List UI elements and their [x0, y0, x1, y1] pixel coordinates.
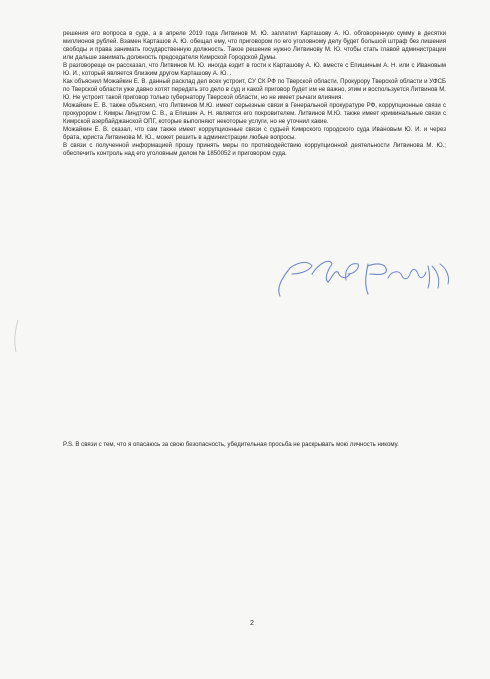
paragraph-1: решения его вопроса в суде, а в апреле 2019 года Литвинов М. Ю. заплатил Карташову А. Ю. обговоренную сумму в десятки миллионов рублей. Взамен Карташов А. Ю. обещал ему, что приговором по его уголовному делу будет большой штраф без лишения свободы и права занимать государственную должность. Такое решение нужно Литвинову М. Ю. чтобы стать главой администрации или дальше занимать должность председателя Кимрской Городской Думы.	[63, 30, 446, 61]
letter-body	[63, 30, 446, 158]
postscript: P.S. В связи с тем, что я опасаюсь за свою безопасность, убедительная просьба не раскрывать мою личность никому.	[63, 441, 399, 448]
paragraph-6: В связи с полученной информацией прошу принять меры по противодействию коррупционной деятельности Литвинова М. Ю.; обеспечить контроль над его уголовным делом № 1850052 и приговором суда.	[63, 142, 446, 157]
paragraph-4: Можайкин Е. В. также объяснил, что Литвинов М.Ю. имеет серьезные связи в Генеральной прокуратуре РФ, коррупционные связи с прокурором г. Кимры Линдтом С. В., а Епишин А. Н. является его покровителем. Литвинов М.Ю. также имеет криминальные связи с Кимрской азербайджанской ОПГ, которые выполняют некоторые услуги, но не уточнил какие.	[63, 102, 446, 125]
handwritten-signature	[268, 244, 458, 298]
margin-pen-mark	[12, 318, 20, 354]
paragraph-3: Как объяснил Можайкин Е. В. данный расклад дел всех устроит, СУ СК РФ по Тверской области, Прокурору Тверской области и УФСБ по Тверской области уже давно хотят передать это дело в суд и какой приговор будет им не важно, этим и воспользуется Литвинов М. Ю. Не устроит такой приговор только губернатору Тверской области, но не имеет рычаги влияния.	[63, 78, 446, 101]
paragraph-5: Можайкин Е. В. сказал, что сам также имеет коррупционные связи с судьей Кимрского городского суда Ивановым Ю. И. и через брата, юриста Литвинова М. Ю., может решить в администрации любые вопросы.	[63, 126, 446, 141]
page-number: 2	[250, 620, 254, 627]
paragraph-2: В разговореще он рассказал, что Литвинов М. Ю. иногда ездит в гости к Карташову А. Ю. вместе с Епишиным А. Н. или с Ивановым Ю. И., который является близким другом Карташову А. Ю. .	[63, 62, 446, 77]
